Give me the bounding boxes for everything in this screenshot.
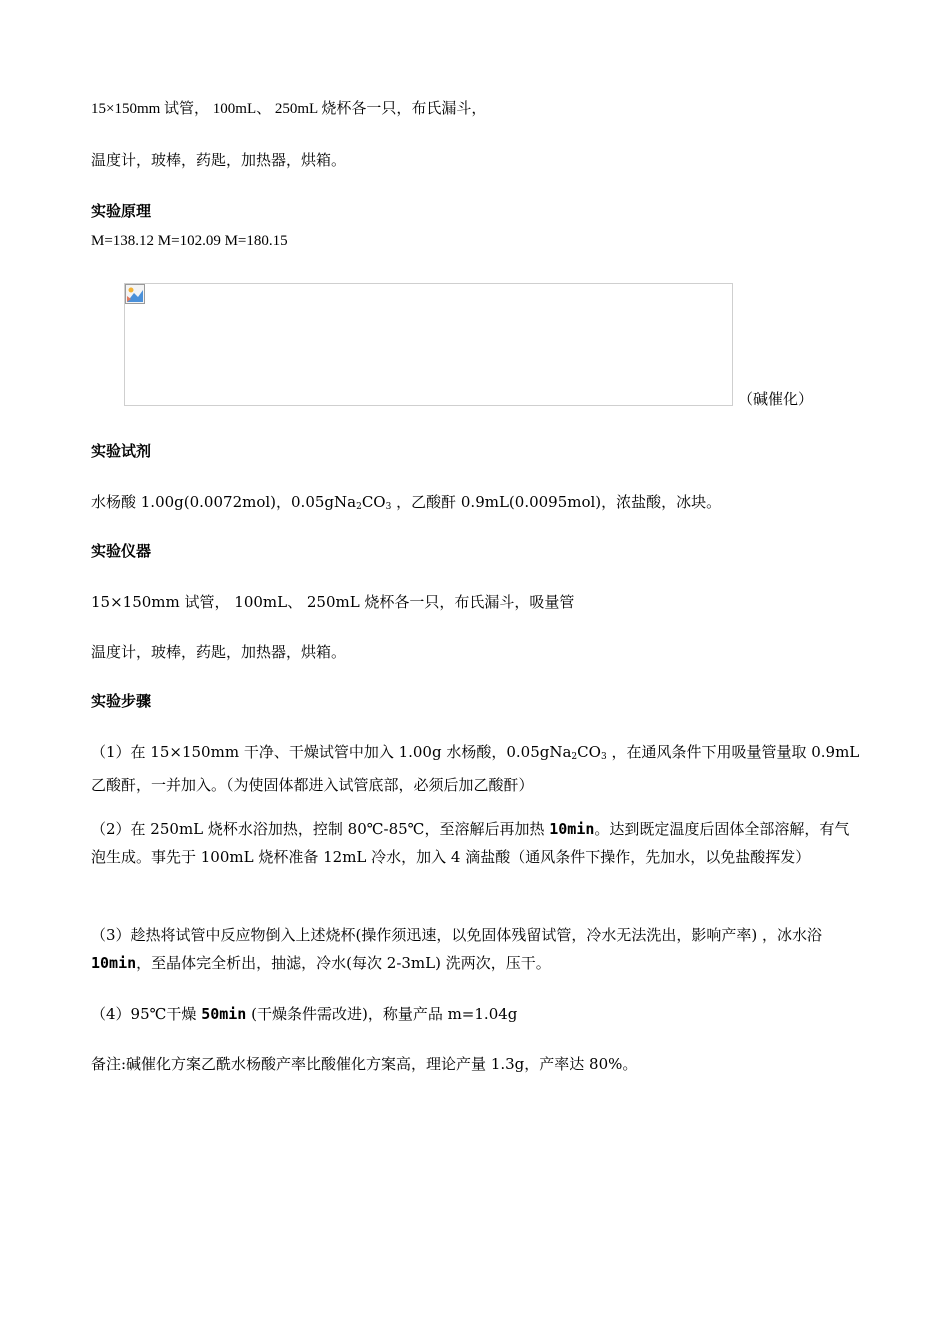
instruments-line-1: 15×150mm 试管， 100mL、 250mL 烧杯各一只，布氏漏斗，吸量管: [91, 593, 575, 611]
broken-image-icon: [125, 284, 145, 304]
intro-line-2: 温度计，玻棒，药匙，加热器，烘箱。: [91, 153, 347, 169]
step-1: （1）在 15×150mm 干净、干燥试管中加入 1.00g 水杨酸，$0.05gNa_2CO_3$ ，在通风条件下用吸量管量取 0.9mL 乙酸酐，一并加入。（为使固体都进入试管底部，必须后加乙酸酐）: [91, 743, 860, 794]
step-3: （3）趁热将试管中反应物倒入上述烧杯(操作须迅速，以免固体残留试管，冷水无法洗出，影响产率) ，冰水浴 10min，至晶体完全析出，抽滤，冷水(每次 2-3mL) 洗两次，压干。: [91, 926, 823, 972]
instruments-line-2: 温度计，玻棒，药匙，加热器，烘箱。: [91, 643, 347, 661]
step-2: （2）在 250mL 烧杯水浴加热，控制 80℃-85℃，至溶解后再加热 10min。达到既定温度后固体全部溶解，有气泡生成。事先于 100mL 烧杯准备 12mL 冷水，加入 4 滴盐酸（通风条件下操作，先加水，以免盐酸挥发）: [91, 820, 850, 866]
reagents-heading: 实验试剂: [91, 443, 152, 460]
molar-masses: M=138.12 M=102.09 M=180.15: [91, 233, 288, 249]
reaction-equation-image: [124, 283, 733, 406]
base-catalysis-caption: （碱催化）: [738, 390, 814, 408]
steps-heading: 实验步骤: [91, 693, 152, 710]
remark-note: 备注:碱催化方案乙酰水杨酸产率比酸催化方案高，理论产量 1.3g，产率达 80%。: [91, 1055, 638, 1073]
instruments-heading: 实验仪器: [91, 543, 152, 560]
intro-line-1: 15×150mm 试管， 100mL、 250mL 烧杯各一只，布氏漏斗，: [91, 101, 487, 117]
principle-heading: 实验原理: [91, 203, 152, 220]
step-4: （4）95℃干燥 50min (干燥条件需改进)，称量产品 m=1.04g: [91, 1005, 518, 1023]
reagents-text: 水杨酸 1.00g(0.0072mol)，$0.05gNa_2CO_3$ ，乙酸酐 0.9mL(0.0095mol)，浓盐酸，冰块。: [91, 493, 722, 512]
